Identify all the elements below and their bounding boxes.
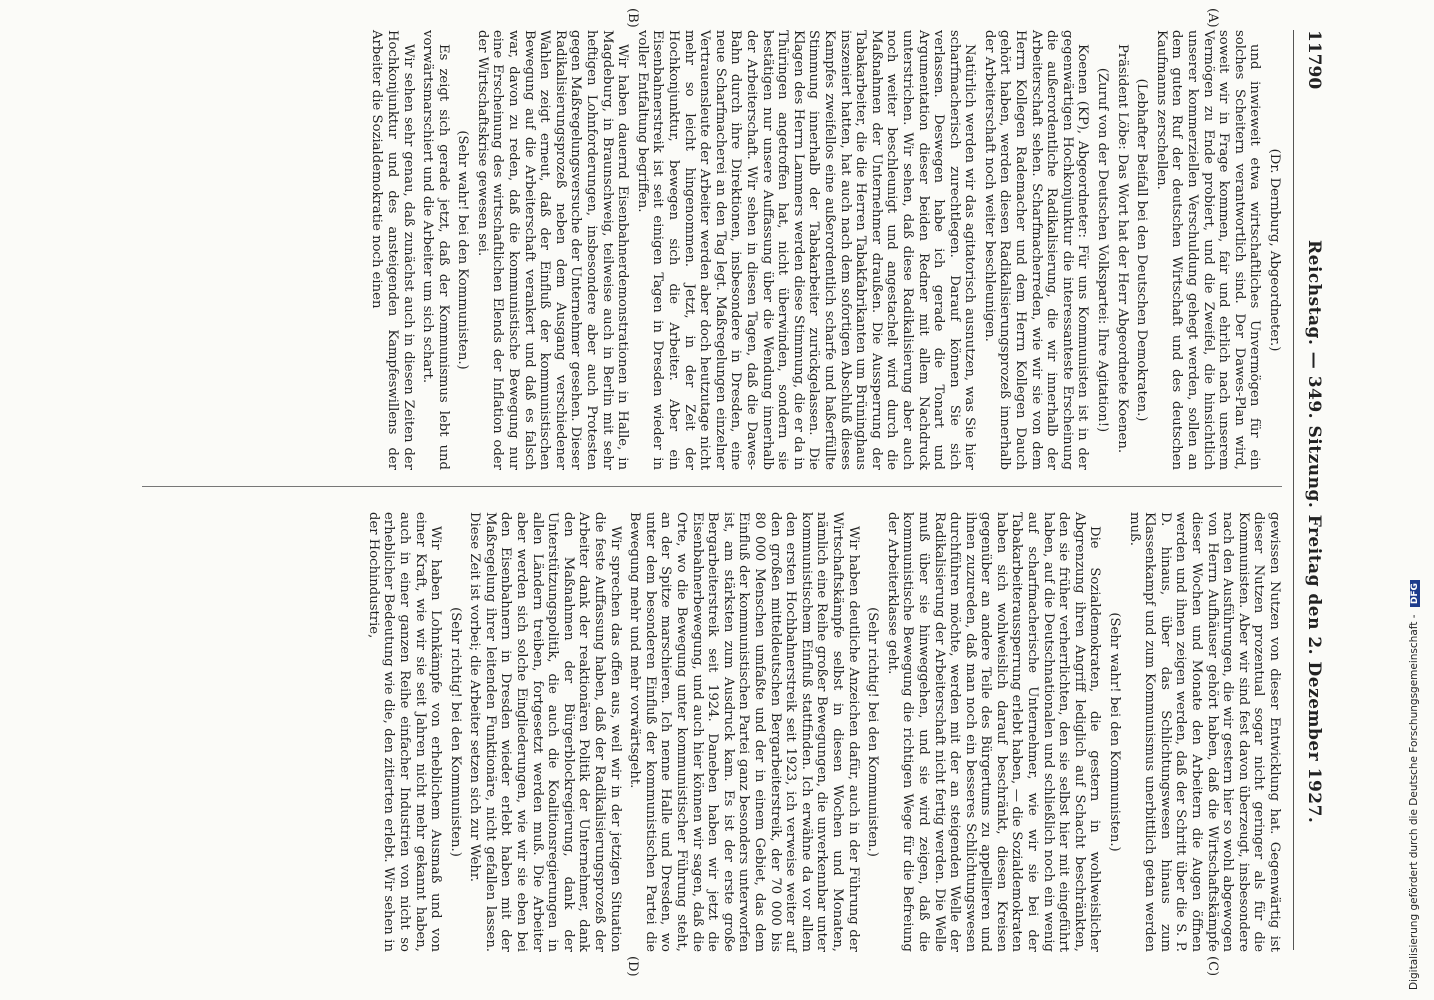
- credit-text: Digitalisierung gefördert durch die Deutsche Forschungsgemeinschaft -: [1408, 614, 1420, 990]
- paragraph: Wir haben Lohnkämpfe von erheblichem Ausmaß und von einer Kraft, wie wir sie seit Jahren nicht mehr gekannt haben, auch in einer ganzen Reihe einfacher Industrien von nicht so erheblicher Bedeutung wie die, den zitierten erlebt. Wir sehen in der Hochindustrie,: [365, 512, 444, 952]
- paragraph: Wir sprechen das offen aus, weil wir in der jetzigen Situation die feste Auffassung haben, daß der Radikalisierungsprozeß der Arbeiter dank der reaktionären Politik der Unternehmer, dank den Maßnahmen der Bürgerblockregierung, dank der Unterstützungspolitik, die auch die Koalitionsregierungen in allen Ländern treiben, fortgesetzt werden muß. Die Arbeiter aber werden sich solche Eingliederungen, wie wir sie eben bei den Eisenbahnern in Dresden wieder erlebt haben mit der Maßregelung ihrer leitenden Funktionäre, nicht gefallen lassen. Diese Zeit ist vorbei; die Arbeiter setzen sich zur Wehr.: [467, 512, 623, 952]
- margin-marker-d: (D): [625, 956, 640, 977]
- speaker-note: (Dr. Dernburg, Abgeordneter.): [1267, 148, 1282, 352]
- column-divider: [142, 486, 1282, 487]
- right-text-column: [361, 512, 1282, 952]
- paragraph: Präsident Löbe: Das Wort hat der Herr Abgeordnete Koenen.: [1114, 44, 1130, 454]
- margin-marker-a: (A): [1205, 8, 1220, 28]
- rotated-page-content: [100, 0, 1330, 990]
- page-title: Reichstag. — 349. Sitzung. Freitag den 2. Dezember 1927.: [1304, 240, 1324, 824]
- interjection: (Sehr richtig! bei den Kommunisten.): [865, 607, 881, 857]
- paragraph: und inwieweit etwa wirtschaftliches Unvermögen für ein solches Scheitern verantwortlich sind. Der Dawes-Plan wird, soweit wir in Frage kommen, fair und ehrlich nach unserem Vermögen zu Ende probiert, und die Zweifel, die hinsichtlich unserer kommerziellen Verschuldung gehegt werden, sollen an dem guten Ruf der deutschen Wirtschaft und des deutschen Kaufmanns zerschellen.: [1153, 30, 1263, 470]
- left-text-column: [365, 30, 1282, 470]
- interjection: (Sehr wahr! bei den Kommunisten.): [455, 130, 471, 370]
- paragraph: Natürlich werden wir das agitatorisch ausnutzen, was Sie hier scharfmacherisch zurechtlegen. Darauf können Sie sich verlassen. Deswegen habe ich gerade die Tonart und Argumentation dieser beiden Redner mit allem Nachdruck unterstrichen. Wir sehen, daß diese Radikalisierung aber auch noch weiter beschleunigt und angestachelt wird durch die Maßnahmen der Unternehmer draußen. Die Aussperrung der Tabakarbeiter, die die Herren Tabakfabrikanten um Brüninghaus inszeniert hatten, hat auch nach dem sofortigen Abschluß dieses Kampfes zweifellos eine außerordentlich scharfe und haßerfüllte Stimmung innerhalb der Tabakarbeiter zurückgelassen. Die Klagen des Herrn Lammers werden diese Stimmung, die er da in Thüringen angetroffen hat, nicht überwinden, sondern sie bestätigen nur unsere Auffassung über die Wendung innerhalb der Arbeiterschaft. Wir sehen in diesen Tagen, daß die Dawes-Bahn durch ihre Direktionen, insbesondere in Dresden, eine neue Scharfmacherei an den Tag legt. Maßregelungen einzelner Vertrauensleute der Arbeiter werden aber doch heutzutage nicht mehr so leicht hingenommen. Jetzt, in der Zeit der Hochkonjunktur, bewegen sich die Arbeiter. Aber ein Eisenbahnerstreik ist seit einigen Tagen in Dresden wieder in voller Entfaltung begriffen.: [634, 30, 978, 470]
- paragraph: gewissen Nutzen von dieser Entwicklung hat. Gegenwärtig ist dieser Nutzen prozentual sogar nicht geringer als für die Kommunisten. Aber wir sind fest davon überzeugt, insbesondere nach den Ausführungen, die wir gestern hier so wohl abgewogen von Herrn Aufhäuser gehört haben, daß die Wirtschaftskämpfe dieser Wochen und Monate den Arbeitern die Augen öffnen werden und ihnen zeigen werden, daß der Schritt über die S. P. D. hinaus, über das Schlichtungswesen hinaus zum Klassenkampf und zum Kommunismus unerbittlich getan werden muß.: [1126, 512, 1282, 952]
- interjection: (Zuruf von der Deutschen Volkspartei: Ihre Agitation!): [1095, 67, 1111, 433]
- page-number: 11790: [1304, 30, 1324, 90]
- margin-marker-c: (C): [1205, 956, 1220, 977]
- paragraph: Es zeigt sich gerade jetzt, daß der Kommunismus lebt und vorwärtsmarschiert und die Arbeiter um sich schart.: [420, 30, 451, 470]
- page-header: [1293, 30, 1330, 950]
- margin-marker-b: (B): [625, 8, 640, 28]
- digitization-credit: [1408, 580, 1420, 990]
- paragraph: Die Sozialdemokraten, die gestern in wohlweislicher Abgrenzung ihren Angriff lediglich auf Schacht beschränkten, den sie früher verherrlichten, den sie selbst hier mit eingeführt haben, auf die Deutschnationalen und schließlich noch ein wenig auf scharfmacherische Unternehmer, wie wir sie bei der Tabakarbeiteraussperrung erlebt haben, — die Sozialdemokraten haben sich wohlweislich darauf beschränkt, diesen Kreisen gegenüber an andere Teile des Bürgertums zu appellieren und ihnen zuzureden, daß man noch ein besseres Schlichtungswesen durchführen möchte, werden mit der an steigenden Welle der Radikalisierung der Arbeiterschaft nicht fertig werden. Die Welle muß über sie hinweggehen, und sie wird zeigen, daß die kommunistische Bewegung die richtigen Wege für die Befreiung der Arbeiterklasse geht.: [884, 512, 1103, 952]
- paragraph: Wir haben deutliche Anzeichen dafür, auch in der Führung der Wirtschaftskämpfe selbst in diesen Wochen und Monaten, nämlich eine Reihe großer Bewegungen, die unverkennbar unter kommunistischem Einfluß stattfinden. Ich erwähne da vor allem den ersten Hochbahnerstreik seit 1923, ich verweise weiter auf den großen mitteldeutschen Bergarbeiterstreik, der 70 000 bis 80 000 Menschen umfaßte und der in einem Gebiet, das dem Einfluß der kommunistischen Partei ganz besonders unterworfen ist, am stärksten zum Ausdruck kam. Es ist der erste große Bergarbeiterstreik seit 1924. Daneben haben wir jetzt die Eisenbahnerbewegung, und auch hier können wir sagen, daß die Orte, wo die Bewegung unter kommunistischer Führung steht, an der Spitze marschieren. Ich nenne Halle und Dresden, wo unter dem besonderen Einfluß der kommunistischen Partei die Bewegung mehr und mehr vorwärtsgeht.: [627, 512, 861, 952]
- dfg-logo: DFG: [1410, 580, 1420, 607]
- interjection: (Lebhafter Beifall bei den Deutschen Demokraten.): [1134, 78, 1150, 422]
- paragraph: Koenen (KP), Abgeordneter: Für uns Kommunisten ist in der gegenwärtigen Hochkonjunktur die interessanteste Erscheinung die außerordentliche Radikalisierung, die wir innerhalb der Arbeiterschaft sehen. Scharfmacherreden, wie wir sie von dem Herrn Kollegen Rademacher und dem Herrn Kollegen Dauch gehört haben, werden diesen Radikalisierungsprozeß innerhalb der Arbeiterschaft noch weiter beschleunigen.: [981, 30, 1091, 470]
- interjection: (Sehr wahr! bei den Kommunisten.): [1107, 612, 1123, 852]
- paragraph: Wir sehen sehr genau, daß zunächst auch in diesen Zeiten der Hochkonjunktur und des ansteigenden Kampfeswillens der Arbeiter die Sozialdemokratie noch einen: [369, 30, 416, 470]
- paragraph: Wir haben dauernd Eisenbahnerdemonstrationen in Halle, in Magdeburg, in Braunschweig, teilweise auch in Berlin mit sehr heftigen Lohnforderungen, insbesondere aber auch Protesten gegen Maßregelungsversuche der Unternehmer gesehen. Dieser Radikalisierungsprozeß neben dem Ausgang verschiedener Wahlen zeigt erneut, daß der Einfluß der kommunistischen Bewegung auf die Arbeiterschaft verankert und daß es falsch war, davon zu reden, daß die kommunistische Bewegung nur eine Erscheinung des wirtschaftlichen Elends der Inflation oder der Wirtschaftskrise gewesen sei.: [474, 30, 631, 470]
- interjection: (Sehr richtig! bei den Kommunisten.): [447, 607, 463, 857]
